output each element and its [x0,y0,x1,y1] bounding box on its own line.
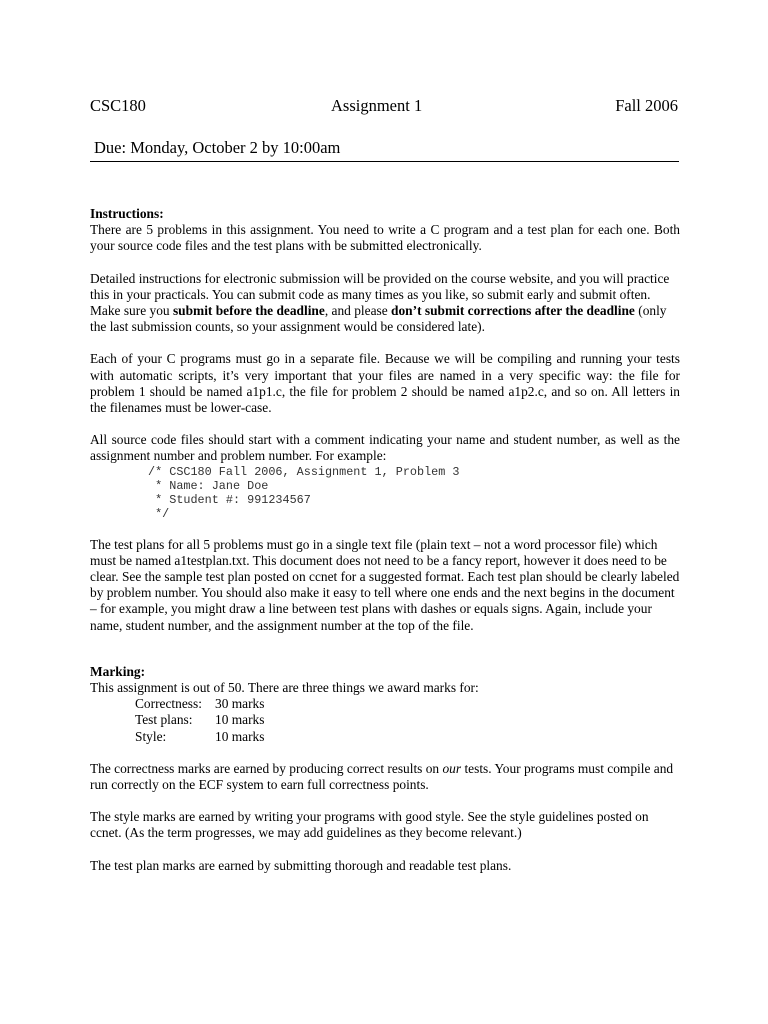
marking-intro: This assignment is out of 50. There are three things we award marks for: [90,680,479,696]
code-line: */ [148,506,170,521]
marks-item-style [90,729,680,745]
marking-heading: Marking: [90,663,146,679]
instructions-paragraph-3: Each of your C programs must go in a separate file. Because we will be compiling and running your tests with automatic scripts, it’s very important that your files are named in a very specific way: the file for problem 1 should be named a1p1.c, the file for problem 2 should be named a1p2.c, and so on. All letters in the filenames must be lower-case. [90,351,680,416]
marks-value: 30 marks [215,696,265,712]
instructions-paragraph-2: Detailed instructions for electronic submission will be provided on the course website, and you will practice this in your practicals. You can submit code as many times as you like, so submit early and submit often. Make sure you submit before the deadline, and please don’t submit corrections after the deadline (only the last submission counts, so your assignment would be considered late). [90,270,670,335]
marks-label: Test plans: [135,712,193,728]
instructions-paragraph-1: There are 5 problems in this assignment. You need to write a C program and a test plan for each one. Both your source code files and the test plans with be submitted electronically. [90,222,680,254]
code-example [90,465,680,521]
assignment-title: Assignment 1 [331,96,423,115]
marks-value: 10 marks [215,728,265,744]
code-line: * Name: Jane Doe [148,478,269,493]
course-code: CSC180 [90,96,146,115]
term: Fall 2006 [615,96,678,115]
document-page [90,0,680,1024]
marks-item-correctness [90,696,680,712]
marking-paragraph-style: The style marks are earned by writing your programs with good style. See the style guidelines posted on ccnet. (As the term progresses, we may add guidelines as they become relevant.) [90,809,649,841]
instructions-paragraph-4: All source code files should start with a comment indicating your name and student number, as well as the assignment number and problem number. For example: [90,432,680,464]
due-date: Due: Monday, October 2 by 10:00am [94,138,341,157]
header-divider [90,161,679,162]
code-line: * Student #: 991234567 [148,492,311,507]
corrections-emphasis: don’t submit corrections after the deadline [391,303,635,319]
marks-label: Correctness: [135,696,202,712]
document-body [90,206,680,874]
marking-paragraph-correctness: The correctness marks are earned by producing correct results on our tests. Your programs must compile and run correctly on the ECF system to earn full correctness points. [90,760,674,793]
document-header [90,96,678,118]
marks-item-test-plans [90,712,680,728]
instructions-heading: Instructions: [90,206,164,221]
marks-label: Style: [135,728,167,744]
instructions-paragraph-5: The test plans for all 5 problems must go in a single text file (plain text – not a word processor file) which must be named a1testplan.txt. This document does not need to be a fancy report, however it does need to be clear. See the sample test plan posted on ccnet for a suggested format. Each test plan should be clearly labeled by problem number. You should also make it easy to tell where one ends and the next begins in the document – for example, you might draw a line between test plans with dashes or equals signs. Again, include your name, student number, and the assignment number at the top of the file. [90,536,680,633]
our-emphasis: our [442,760,462,776]
code-line: /* CSC180 Fall 2006, Assignment 1, Problem 3 [148,464,460,479]
marking-paragraph-test-plans: The test plan marks are earned by submitting thorough and readable test plans. [90,857,512,873]
marks-value: 10 marks [215,712,265,728]
deadline-emphasis: submit before the deadline [172,303,325,319]
